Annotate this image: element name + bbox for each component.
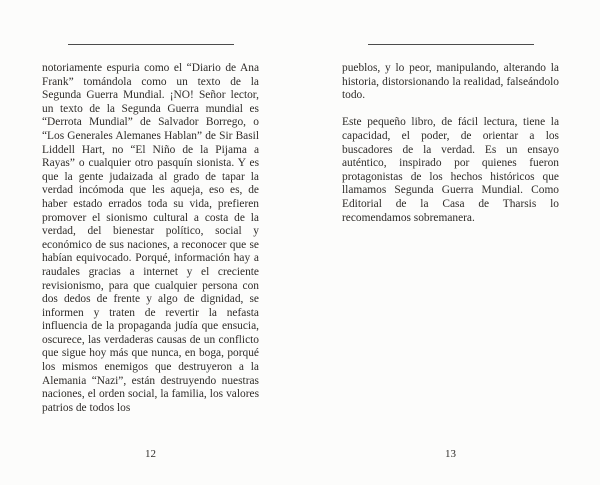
- page-left-content: [42, 0, 259, 415]
- page-number-right: 13: [445, 448, 456, 460]
- page-number-left: 12: [145, 448, 156, 460]
- right-page-paragraph: pueblos, y lo peor, manipulando, alterando la historia, distorsionando la realidad, falseándolo todo.: [342, 62, 559, 102]
- page-right: [300, 0, 600, 485]
- header-rule-right: [368, 44, 534, 45]
- header-rule-left: [68, 44, 234, 45]
- page-right-content: [342, 0, 559, 225]
- left-page-paragraph: notoriamente espuria como el “Diario de Ana Frank” tomándola como un texto de la Segunda Guerra Mundial. ¡NO! Señor lector, un texto de la Segunda Guerra mundial es “Derrota Mundial” de Salvador Borrego, o “Los Generales Alemanes Hablan” de Sir Basil Liddell Hart, no “El Niño de la Pijama a Rayas” o cualquier otro pasquín sionista. Y es que la gente judaizada al grado de tapar la verdad incómoda que les aqueja, eso es, de haber estado errados toda su vida, prefieren promover el sionismo cultural a costa de la verdad, del bienestar político, social y económico de sus naciones, a reconocer que se habían equivocado. Porqué, información hay a raudales gracias a internet y el creciente revisionismo, para que cualquier persona con dos dedos de frente y algo de dignidad, se informen y traten de revertir la nefasta influencia de la propaganda judía que ensucia, oscurece, las verdaderas causas de un conflicto que sigue hoy más que nunca, en boga, porqué los mismos enemigos que destruyeron a la Alemania “Nazi”, están destruyendo nuestras naciones, el orden social, la familia, los valores patrios de todos los: [42, 62, 259, 414]
- left-page-text: [42, 62, 259, 415]
- right-page-paragraph: Este pequeño libro, de fácil lectura, tiene la capacidad, el poder, de orientar a los buscadores de la verdad. Es un ensayo auténtico, inspirado por quienes fueron protagonistas de los hechos históricos que llamamos Segunda Guerra Mundial. Como Editorial de la Casa de Tharsis lo recomendamos sobremanera.: [342, 116, 559, 224]
- right-page-text: [342, 62, 559, 225]
